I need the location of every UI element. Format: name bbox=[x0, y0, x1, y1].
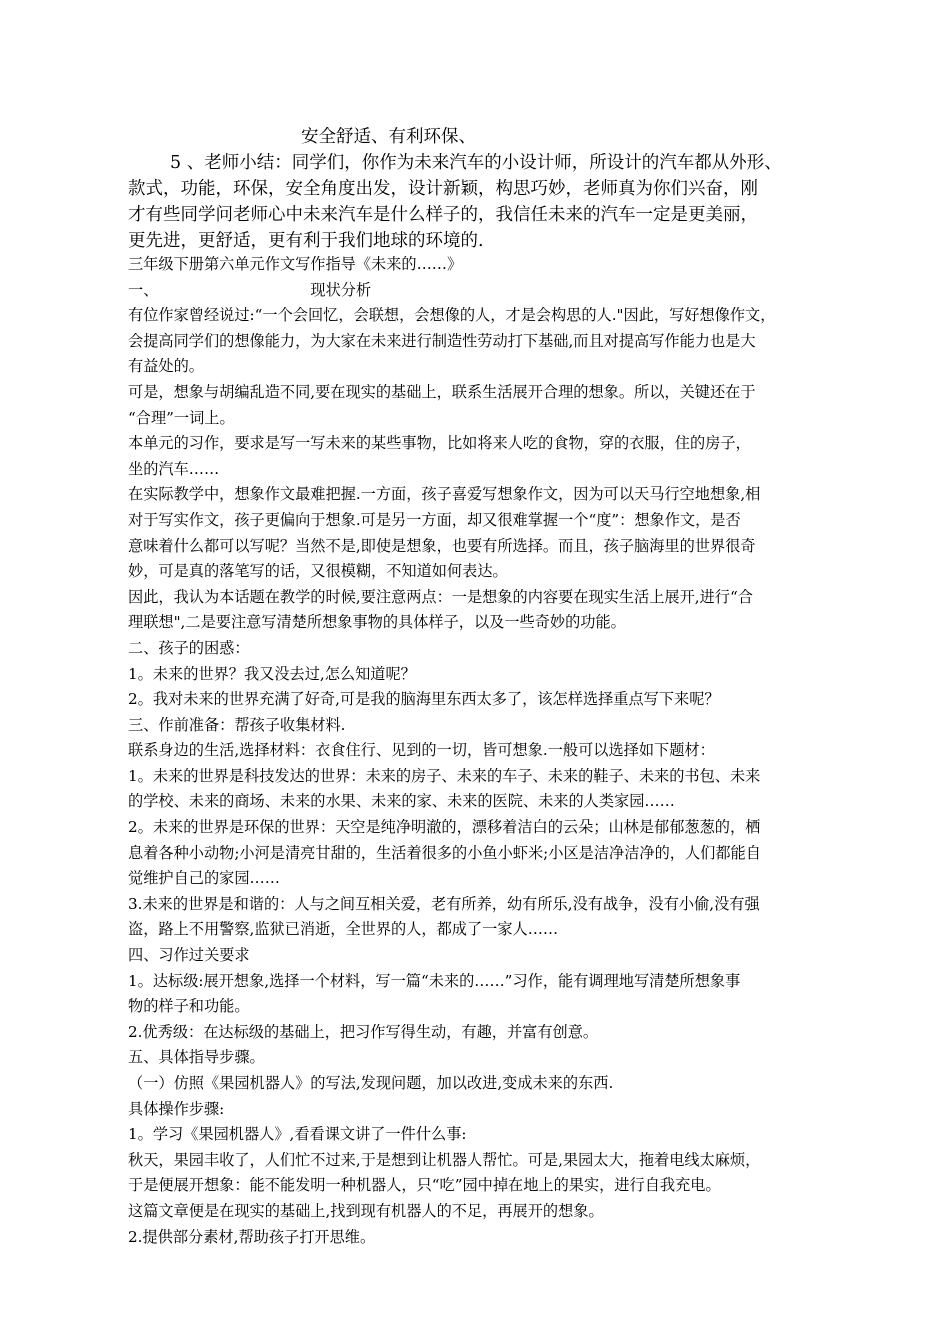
guide-line: 2。我对未来的世界充满了好奇,可是我的脑海里东西太多了，该怎样选择重点写下来呢？ bbox=[128, 690, 720, 709]
guide-line: “合理”一词上。 bbox=[128, 408, 235, 427]
guide-line: 盗，路上不用警察,监狱已消逝，全世界的人，都成了一家人…… bbox=[128, 920, 559, 939]
guide-line: 对于写实作文，孩子更偏向于想象.可是另一方面，却又很难掌握一个“度”：想象作文，是否 bbox=[128, 510, 741, 529]
section-heading-1 bbox=[128, 278, 828, 304]
guide-line: 1。未来的世界是科技发达的世界：未来的房子、未来的车子、未来的鞋子、未来的书包、未来 bbox=[128, 766, 761, 785]
guide-line: 因此，我认为本话题在教学的时候,要注意两点：一是想象的内容要在现实生活上展开,进行“合 bbox=[128, 587, 753, 606]
guide-line: 本单元的习作，要求是写一写未来的某些事物，比如将来人吃的食物，穿的衣服，住的房子， bbox=[128, 434, 751, 453]
guide-line: 秋天，果园丰收了，人们忙不过来,于是想到让机器人帮忙。可是,果园太大，拖着电线太麻烦， bbox=[128, 1150, 761, 1169]
section-number: 一、 bbox=[128, 280, 159, 299]
guide-line: 2.优秀级：在达标级的基础上，把习作写得生动，有趣，并富有创意。 bbox=[128, 1022, 599, 1041]
guide-line: 有益处的。 bbox=[128, 357, 204, 376]
guide-line: 的学校、未来的商场、未来的水果、未来的家、未来的医院、未来的人类家园…… bbox=[128, 792, 675, 811]
guide-line: 物的样子和功能。 bbox=[128, 997, 250, 1016]
guide-line: 3.未来的世界是和谐的：人与之间互相关爱，老有所养，幼有所乐,没有战争，没有小偷,没有强 bbox=[128, 894, 760, 913]
guide-line: 有位作家曾经说过:“一个会回忆，会联想，会想像的人，才是会构思的人."因此，写好想像作文， bbox=[128, 306, 776, 325]
guide-lines bbox=[128, 303, 828, 1250]
guide-line: 1。未来的世界？我又没去过,怎么知道呢？ bbox=[128, 664, 416, 683]
guide-line: 于是便展开想象：能不能发明一种机器人，只“吃”园中掉在地上的果实，进行自我充电。 bbox=[128, 1176, 721, 1195]
summary-para-line: 5 、老师小结：同学们，你作为未来汽车的小设计师，所设计的汽车都从外形、 bbox=[170, 153, 782, 173]
guide-line: 三、作前准备：帮孩子收集材料. bbox=[128, 715, 346, 734]
summary-para-line: 款式，功能，环保，安全角度出发，设计新颖，构思巧妙，老师真为你们兴奋，刚 bbox=[128, 179, 758, 199]
guide-line: 坐的汽车…… bbox=[128, 459, 220, 478]
guide-line: 这篇文章便是在现实的基础上,找到现有机器人的不足，再展开的想象。 bbox=[128, 1201, 604, 1220]
guide-line: 五、具体指导步骤。 bbox=[128, 1048, 265, 1067]
guide-line: 在实际教学中，想象作文最难把握.一方面，孩子喜爱写想象作文，因为可以天马行空地想象,相 bbox=[128, 485, 761, 504]
guide-line: 息着各种小动物;小河是清亮甘甜的，生活着很多的小鱼小虾米;小区是洁净洁净的，人们都能自 bbox=[128, 843, 761, 862]
guide-line: 理联想",二是要注意写清楚所想象事物的具体样子，以及一些奇妙的功能。 bbox=[128, 613, 626, 632]
guide-line: 意味着什么都可以写呢？当然不是,即使是想象，也要有所选择。而且，孩子脑海里的世界很奇 bbox=[128, 536, 756, 555]
guide-line: 二、孩子的困惑： bbox=[128, 638, 250, 657]
guide-line: 联系身边的生活,选择材料：衣食住行、见到的一切，皆可想象.一般可以选择如下题材： bbox=[128, 741, 715, 760]
lesson-summary-block bbox=[128, 124, 828, 254]
summary-line-1: 安全舒适、有利环保、 bbox=[301, 127, 476, 147]
guide-title: 三年级下册第六单元作文写作指导《未来的……》 bbox=[128, 255, 463, 273]
guide-line: 1。学习《果园机器人》,看看课文讲了一件什么事: bbox=[128, 1125, 467, 1144]
guide-line: 1。达标级:展开想象,选择一个材料，写一篇“未来的……”习作，能有调理地写清楚所想象事 bbox=[128, 971, 741, 990]
guide-line: （一）仿照《果园机器人》的写法,发现问题，加以改进,变成未来的东西. bbox=[128, 1074, 614, 1092]
guide-line: 2.提供部分素材,帮助孩子打开思维。 bbox=[128, 1227, 376, 1246]
guide-line: 2。未来的世界是环保的世界：天空是纯净明澈的，漂移着洁白的云朵；山林是郁郁葱葱的，栖 bbox=[128, 818, 761, 837]
guide-line: 会提高同学们的想像能力，为大家在未来进行制造性劳动打下基础,而且对提高写作能力也是大 bbox=[128, 331, 756, 350]
writing-guide-body bbox=[128, 252, 828, 1250]
summary-para-line: 更先进，更舒适，更有利于我们地球的环境的. bbox=[128, 231, 484, 251]
guide-line: 具体操作步骤: bbox=[128, 1099, 225, 1118]
guide-line: 妙，可是真的落笔写的话，又很模糊，不知道如何表达。 bbox=[128, 562, 508, 581]
section-title: 现状分析 bbox=[310, 280, 372, 299]
guide-line: 四、习作过关要求 bbox=[128, 946, 250, 965]
summary-para-line: 才有些同学问老师心中未来汽车是什么样子的，我信任未来的汽车一定是更美丽， bbox=[128, 205, 758, 225]
guide-line: 可是，想象与胡编乱造不同,要在现实的基础上，联系生活展开合理的想象。所以，关键还在于 bbox=[128, 382, 756, 401]
guide-line: 觉维护自己的家园…… bbox=[128, 869, 280, 888]
